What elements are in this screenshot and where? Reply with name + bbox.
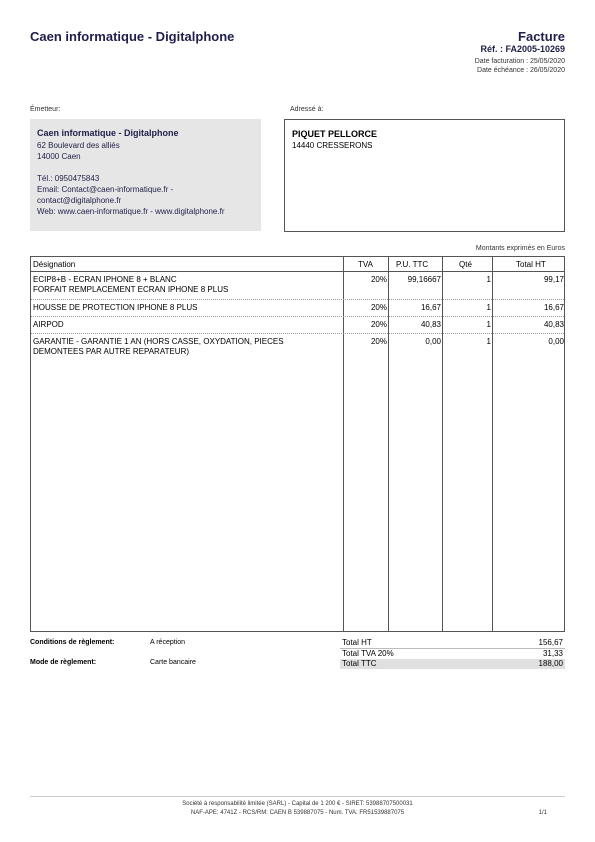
sender-address-line: 62 Boulevard des alliés [37,141,120,150]
total-tva-row [340,649,565,659]
item-tva: 20% [370,320,387,329]
recipient-label: Adressé à: [290,106,324,113]
footer-registration-line: NAF-APE: 4741Z - RCS/RM: CAEN B 539887075 - Num. TVA: FR51539887075 [190,810,405,816]
recipient-name: PIQUET PELLORCE [292,129,378,139]
item-designation: HOUSSE DE PROTECTION IPHONE 8 PLUS [33,303,198,312]
page-number: 1/1 [538,810,547,816]
sender-phone: Tél.: 0950475843 [37,174,100,183]
header-quantity: Qté [459,260,472,269]
totals-block [340,638,565,669]
item-quantity: 1 [486,320,491,329]
table-row [31,300,564,317]
due-date: Date échéance : 26/05/2020 [477,67,565,74]
sender-email-continued: contact@digitalphone.fr [37,196,122,205]
header-unit-price: P.U. TTC [396,260,429,269]
total-tva-label: Total TVA 20% [342,649,394,658]
item-total-ht: 99,17 [543,275,564,284]
header-tva: TVA [358,260,373,269]
item-total-ht: 40,83 [543,320,564,329]
item-quantity: 1 [486,337,491,346]
payment-mode-label [30,659,96,666]
payment-mode-value: Carte bancaire [150,659,196,666]
sender-label: Émetteur: [30,106,61,113]
table-row [31,317,564,334]
currency-note: Montants exprimés en Euros [475,245,565,252]
recipient-address: 14440 CRESSERONS [292,141,373,150]
sender-email: Email: Contact@caen-informatique.fr - [37,185,174,194]
item-unit-price: 0,00 [425,337,441,346]
item-tva: 20% [370,303,387,312]
item-designation [33,337,343,357]
document-title: Facture [518,29,565,44]
item-unit-price: 99,16667 [407,275,441,284]
total-tva-value: 31,33 [542,649,563,658]
total-ht-row [340,638,565,649]
item-unit-price: 16,67 [420,303,441,312]
header-designation: Désignation [33,260,76,269]
item-total-ht: 16,67 [543,303,564,312]
footer-legal-line: Société à responsabilité limitée (SARL) - Capital de 1 200 € - SIRET: 53988707500031 [182,801,413,807]
total-ttc-value: 188,00 [538,659,563,668]
item-unit-price: 40,83 [420,320,441,329]
item-designation-line: ECIP8+B - ECRAN IPHONE 8 + BLANC [33,275,177,284]
total-ttc-row [340,659,565,669]
sender-website: Web: www.caen-informatique.fr - www.digitalphone.fr [37,207,225,216]
item-quantity: 1 [486,275,491,284]
item-total-ht: 0,00 [548,337,564,346]
item-designation-line: GARANTIE - GARANTIE 1 AN (HORS CASSE, OXYDATION, PIECES [33,337,284,346]
payment-terms-label [30,639,114,646]
item-tva: 20% [370,275,387,284]
company-name: Caen informatique - Digitalphone [30,29,235,44]
payment-mode-label-text: Mode de règlement: [30,659,97,666]
total-ht-label: Total HT [342,638,372,647]
item-designation [33,275,343,295]
header-total-ht: Total HT [516,260,546,269]
table-row [31,272,564,300]
payment-terms-label-text: Conditions de règlement: [30,639,115,646]
item-designation-line: DEMONTEES PAR AUTRE REPARATEUR) [33,347,190,356]
sender-city: 14000 Caen [37,152,81,161]
table-row [31,334,564,362]
recipient-box [284,119,565,232]
item-designation-line: FORFAIT REMPLACEMENT ECRAN IPHONE 8 PLUS [33,285,229,294]
items-table [30,256,565,632]
footer-divider [30,796,565,797]
payment-terms-value: A réception [150,639,186,646]
item-quantity: 1 [486,303,491,312]
item-designation: AIRPOD [33,320,64,329]
item-tva: 20% [370,337,387,346]
invoice-reference: Réf. : FA2005-10269 [480,44,565,54]
invoice-date: Date facturation : 25/05/2020 [474,58,565,65]
total-ht-value: 156,67 [538,638,563,647]
total-ttc-label: Total TTC [342,659,377,668]
sender-box [30,119,261,231]
sender-name: Caen informatique - Digitalphone [37,128,179,138]
table-header [31,257,564,272]
